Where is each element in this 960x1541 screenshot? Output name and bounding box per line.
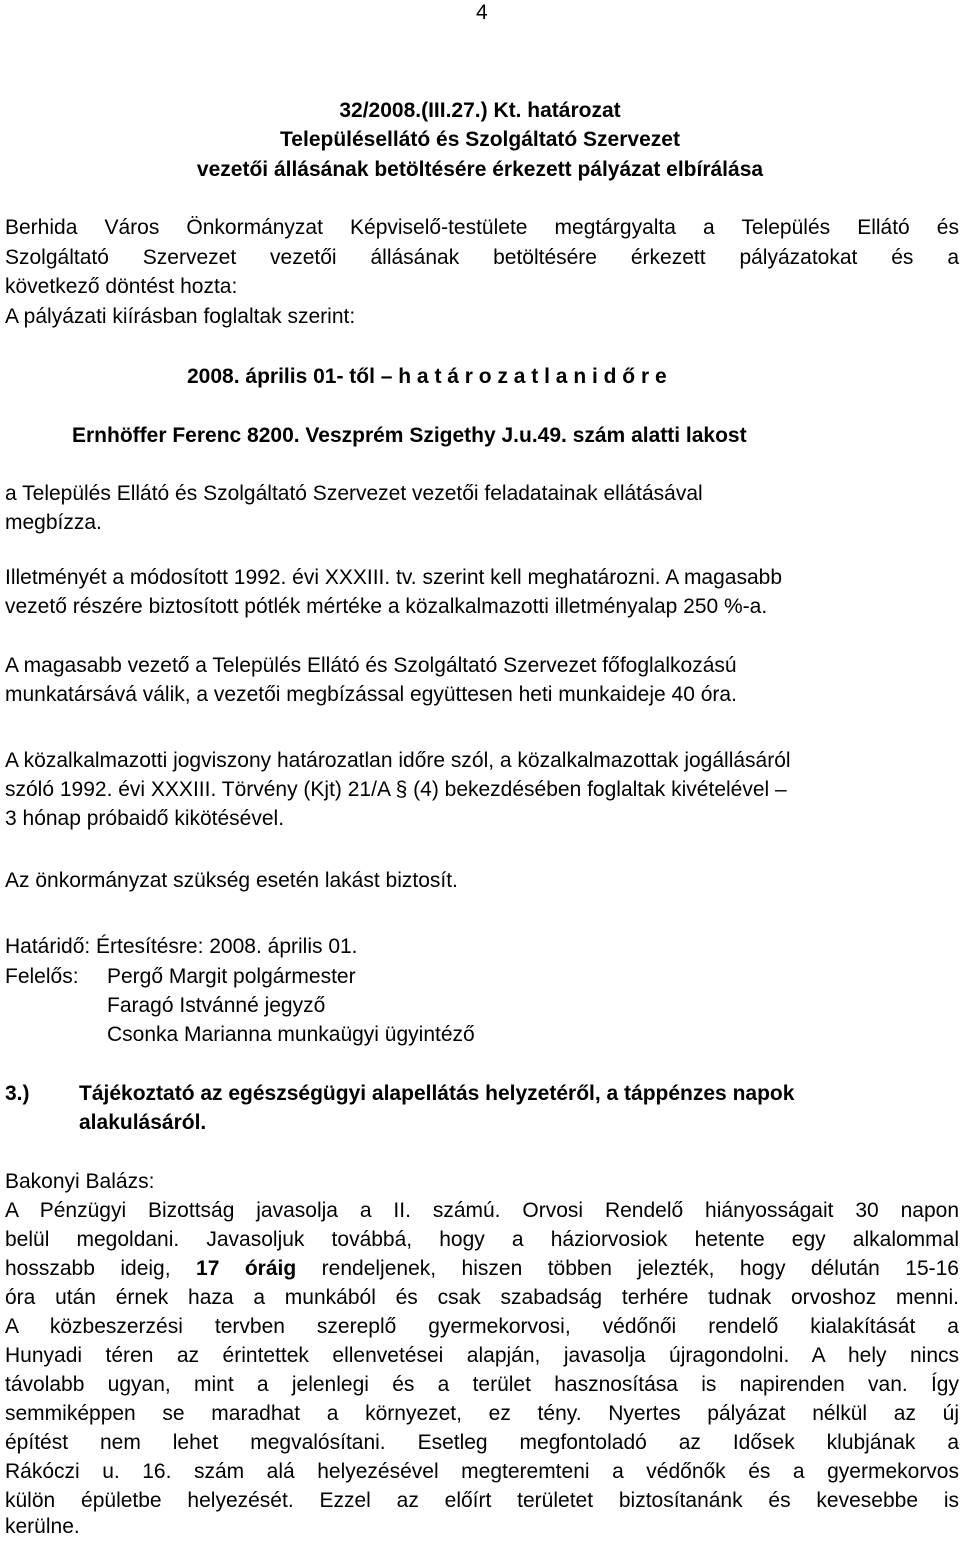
agenda-item-title-line1: Tájékoztató az egészségügyi alapellátás helyzetéről, a táppénzes napok — [79, 1082, 795, 1105]
body-line-3-part-1: hosszabb ideig, — [5, 1257, 197, 1280]
responsible-person-2: Faragó Istvánné jegyző — [107, 994, 326, 1017]
body-line-4: óra után érnek haza a munkából és csak szabadság terhére tudnak orvoshoz menni. — [5, 1286, 959, 1309]
appointee: Ernhöffer Ferenc 8200. Veszprém Szigethy J.u.49. szám alatti lakost — [72, 424, 747, 447]
speaker-name: Bakonyi Balázs: — [5, 1170, 155, 1193]
intro-line-2: Szolgáltató Szervezet vezetői állásának betöltésére érkezett pályázatokat és a — [5, 246, 959, 269]
legal-line-2: szóló 1992. évi XXXIII. Törvény (Kjt) 21/A § (4) bekezdésében foglaltak kivételével – — [5, 778, 787, 801]
body-line-2: belül megoldani. Javasoljuk továbbá, hogy a háziorvosiok hetente egy alkalommal — [5, 1228, 959, 1251]
resolution-number: 32/2008.(III.27.) Kt. határozat — [339, 99, 621, 122]
body-line-5: A közbeszerzési tervben szereplő gyermekorvosi, védőnői rendelő kialakítását a — [5, 1315, 959, 1338]
body-line-8: semmiképpen se maradhat a környezet, ez tény. Nyertes pályázat nélkül az új — [5, 1402, 959, 1425]
body-line-9: építést nem lehet megvalósítani. Esetleg megfontoladó az Idősek klubjának a — [5, 1431, 959, 1454]
employment-line-1: A magasabb vezető a Település Ellátó és Szolgáltató Szervezet főfoglalkozású — [5, 654, 737, 677]
deadline-line: Határidő: Értesítésre: 2008. április 01. — [5, 935, 358, 958]
responsible-label: Felelős: — [5, 965, 79, 988]
legal-line-3: 3 hónap próbaidő kikötésével. — [5, 807, 285, 830]
body-line-7: távolabb ugyan, mint a jelenlegi és a terület hasznosítása is napirenden van. Így — [5, 1373, 959, 1396]
body-line-3-bold: 17 óráig — [196, 1257, 297, 1280]
intro-line-4: A pályázati kiírásban foglaltak szerint: — [5, 305, 356, 328]
employment-line-2: munkatársává válik, a vezetői megbízással együttesen heti munkaideje 40 óra. — [5, 683, 737, 706]
body-line-10: Rákóczi u. 16. szám alá helyezésével megteremteni a védőnők és a gyermekorvos — [5, 1460, 959, 1483]
responsible-person-1: Pergő Margit polgármester — [107, 965, 356, 988]
salary-line-2: vezető részére biztosított pótlék mértéke a közalkalmazotti illetményalap 250 %-a. — [5, 595, 768, 618]
resolution-title-line2: vezetői állásának betöltésére érkezett pályázat elbírálása — [196, 158, 764, 181]
housing-line: Az önkormányzat szükség esetén lakást biztosít. — [5, 869, 458, 892]
legal-line-1: A közalkalmazotti jogviszony határozatlan időre szól, a közalkalmazottak jogállásáról — [5, 749, 791, 772]
salary-line-1: Illetményét a módosított 1992. évi XXXIII. tv. szerint kell meghatározni. A magasabb — [5, 566, 783, 589]
agenda-item-title-line2: alakulásáról. — [79, 1111, 207, 1134]
resolution-title-line1: Településellátó és Szolgáltató Szervezet — [280, 128, 680, 151]
body-line-1: A Pénzügyi Bizottság javasolja a II. számú. Orvosi Rendelő hiányosságait 30 napon — [5, 1199, 959, 1222]
body-line-12: kerülne. — [5, 1515, 80, 1538]
decision-date: 2008. április 01- től – h a t á r o z a t l a n i d ő r e — [187, 365, 667, 388]
mandate-line-2: megbízza. — [5, 511, 102, 534]
body-line-3 — [5, 1254, 959, 1283]
body-line-3-part-2: rendeljenek, hiszen többen jelezték, hogy délután 15-16 — [296, 1257, 959, 1280]
body-line-11: külön épületbe helyezését. Ezzel az előírt területet biztosítanánk és kevesebbe is — [5, 1489, 959, 1512]
page-number: 4 — [476, 1, 488, 24]
responsible-person-3: Csonka Marianna munkaügyi ügyintéző — [107, 1023, 475, 1046]
agenda-item-number: 3.) — [5, 1082, 30, 1105]
intro-line-3: következő döntést hozta: — [5, 275, 238, 298]
intro-line-1: Berhida Város Önkormányzat Képviselő-testülete megtárgyalta a Település Ellátó és — [5, 216, 959, 239]
body-line-6: Hunyadi téren az érintettek ellenvetései alapján, javasolja újragondolni. A hely nincs — [5, 1344, 959, 1367]
mandate-line-1: a Település Ellátó és Szolgáltató Szervezet vezetői feladatainak ellátásával — [5, 482, 703, 505]
